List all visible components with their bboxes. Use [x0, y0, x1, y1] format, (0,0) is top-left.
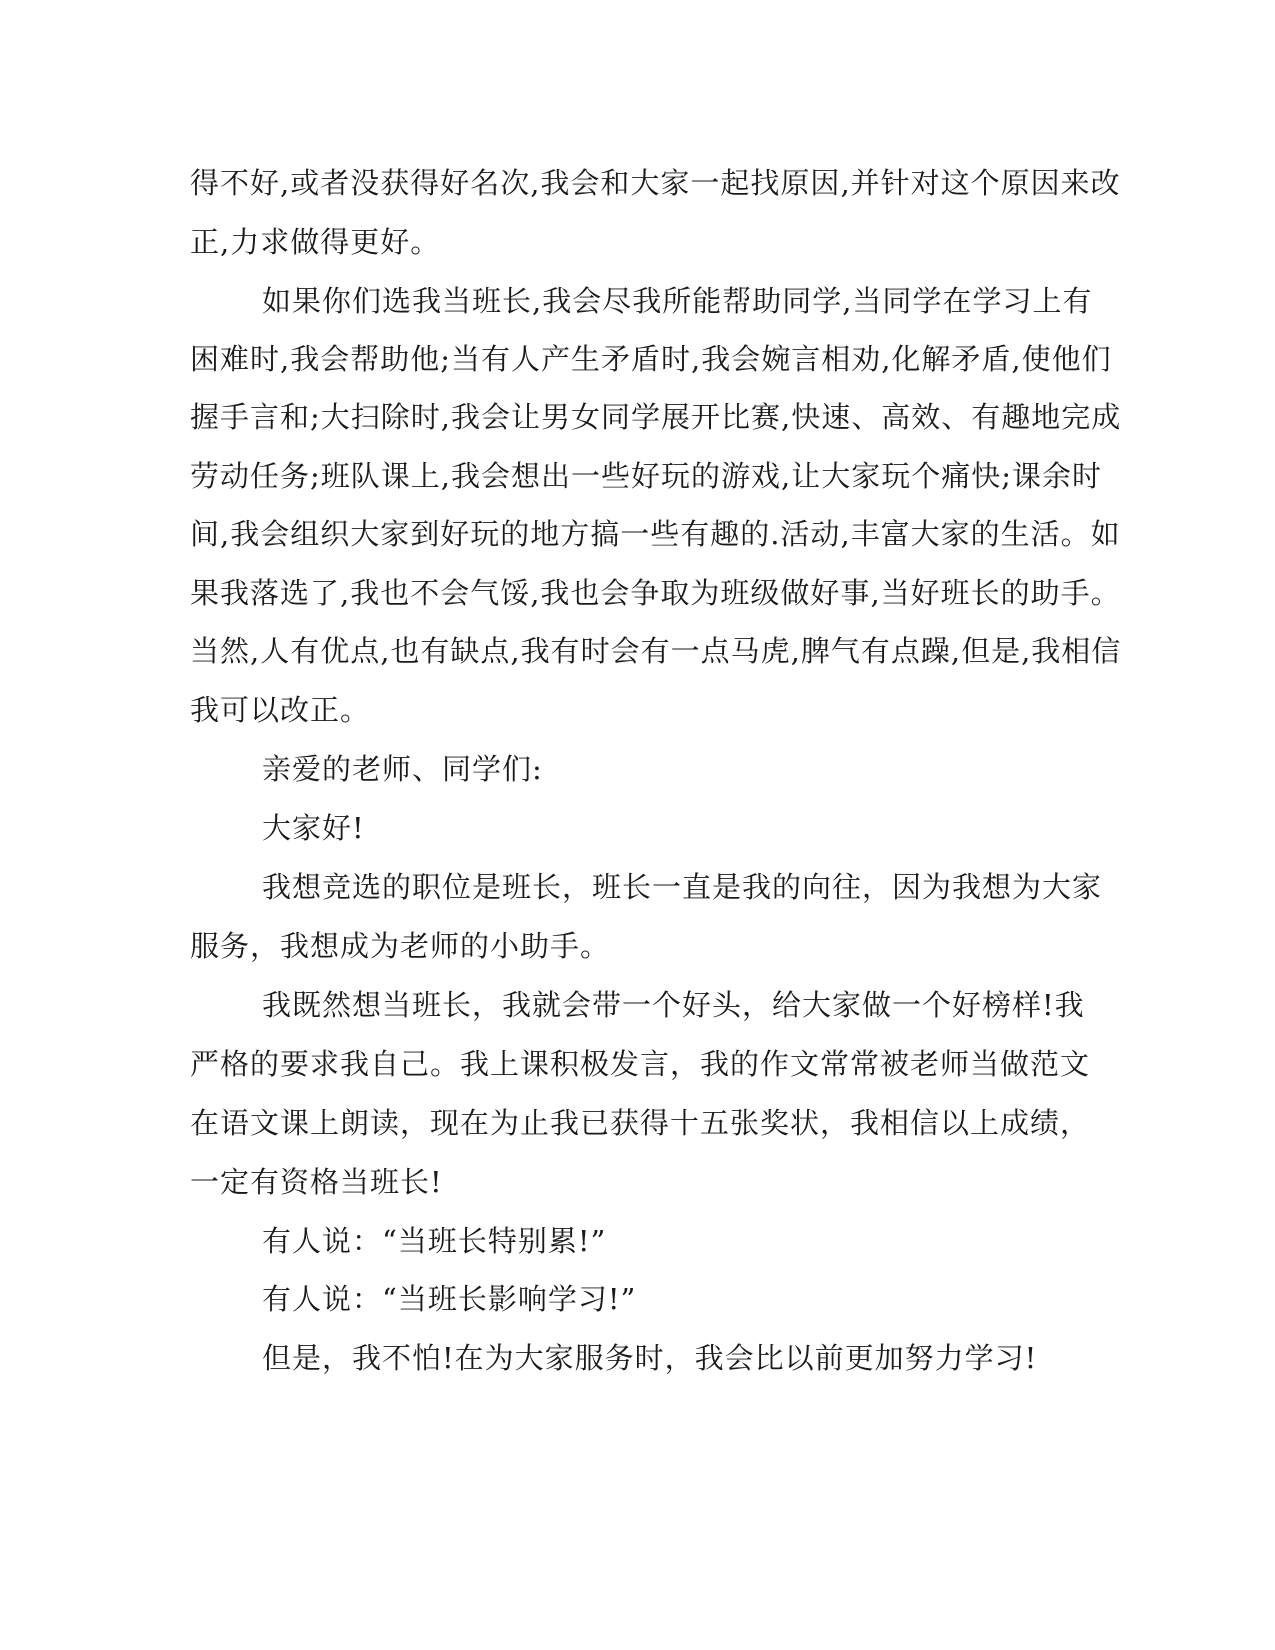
text-line: 一定有资格当班长! — [190, 1165, 443, 1199]
text-line: 间,我会组织大家到好玩的地方搞一些有趣的.活动,丰富大家的生活。如 — [190, 517, 1121, 551]
quote-line: 有人说：“当班长影响学习!” — [262, 1282, 637, 1316]
text-line: 服务，我想成为老师的小助手。 — [190, 929, 611, 963]
text-line: 困难时,我会帮助他;当有人产生矛盾时,我会婉言相劝,化解矛盾,使他们 — [190, 342, 1112, 376]
text-line: 严格的要求我自己。我上课积极发言，我的作文常常被老师当做范文 — [190, 1047, 1091, 1081]
text-line: 果我落选了,我也不会气馁,我也会争取为班级做好事,当好班长的助手。 — [190, 576, 1121, 610]
salutation: 亲爱的老师、同学们: — [262, 752, 543, 786]
greeting: 大家好! — [262, 811, 365, 845]
paragraph-start: 但是，我不怕!在为大家服务时，我会比以前更加努力学习! — [262, 1341, 1038, 1375]
text-line: 在语文课上朗读，现在为止我已获得十五张奖状，我相信以上成绩， — [190, 1106, 1091, 1140]
paragraph-start: 我想竞选的职位是班长，班长一直是我的向往，因为我想为大家 — [262, 870, 1103, 904]
paragraph-start: 我既然想当班长，我就会带一个好头，给大家做一个好榜样!我 — [262, 988, 1085, 1022]
text-line: 得不好,或者没获得好名次,我会和大家一起找原因,并针对这个原因来改 — [190, 166, 1121, 200]
text-line: 握手言和;大扫除时,我会让男女同学展开比赛,快速、高效、有趣地完成 — [190, 400, 1122, 434]
text-line: 当然,人有优点,也有缺点,我有时会有一点马虎,脾气有点躁,但是,我相信 — [190, 634, 1122, 668]
text-line: 正,力求做得更好。 — [190, 225, 441, 259]
text-line: 劳动任务;班队课上,我会想出一些好玩的游戏,让大家玩个痛快;课余时 — [190, 459, 1102, 493]
text-line: 我可以改正。 — [190, 693, 371, 727]
paragraph-start: 如果你们选我当班长,我会尽我所能帮助同学,当同学在学习上有 — [262, 284, 1093, 318]
quote-line: 有人说：“当班长特别累!” — [262, 1224, 607, 1258]
